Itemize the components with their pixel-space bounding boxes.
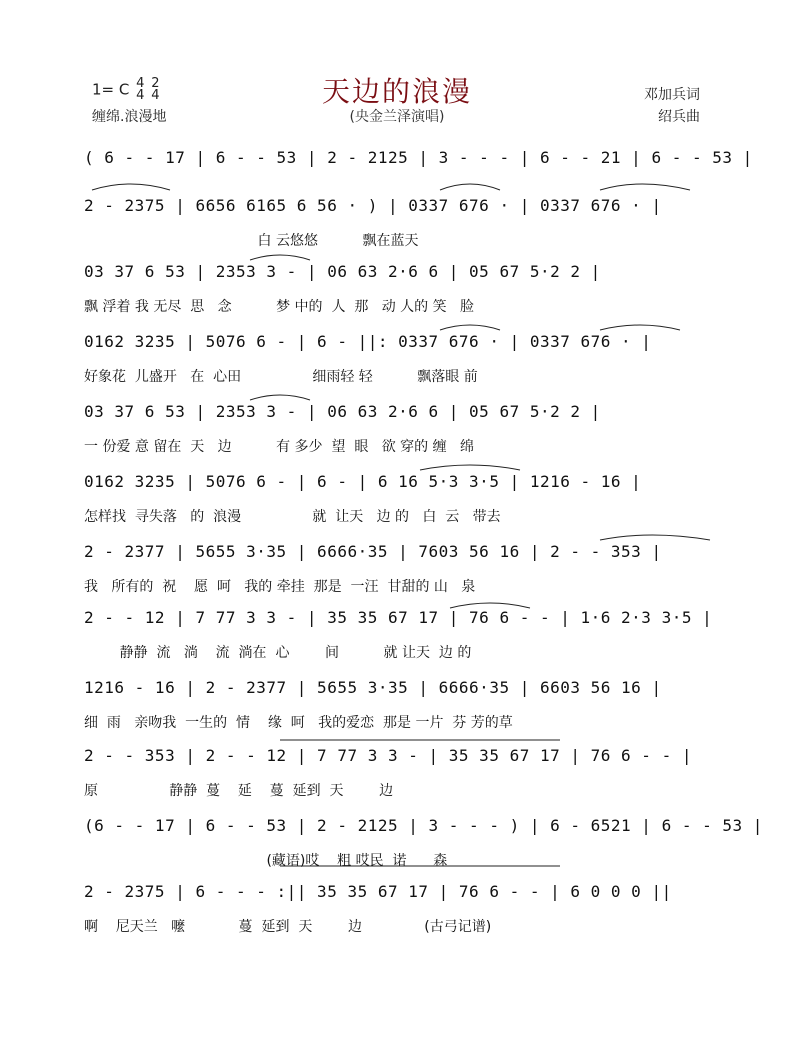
time-signature-1 (136, 78, 144, 102)
song-title: 天边的浪漫 (321, 75, 472, 108)
singer-credit: (央金兰泽演唱) (349, 109, 445, 125)
notation: 03 37 6 53 | 2353 3 - | 06 63 2·6 6 | 05 67 5·2 2 | (84, 262, 601, 281)
lyrics: 好象花 儿盛开 在 心田 细雨轻 轻 飘落眼 前 (84, 369, 478, 385)
lyrics: 怎样找 寻失落 的 浪漫 就 让天 边 的 白 云 带去 (84, 509, 501, 525)
time-sig-1-den: 4 (136, 88, 145, 103)
notation: 2 - 2375 | 6656 6165 6 56 · ) | 0337 676 · | 0337 676 · | (84, 196, 662, 215)
staff-line-9 (0, 678, 794, 748)
lyrics: 一 份爱 意 留在 天 边 有 多少 望 眼 欲 穿的 缠 绵 (84, 439, 474, 455)
lyrics: 啊 尼天兰 嚒 蔓 延到 天 边 (古弓记谱) (84, 919, 492, 935)
staff-line-6 (0, 472, 794, 542)
mood-marking: 缠绵.浪漫地 (92, 109, 167, 125)
notation: 2 - - 12 | 7 77 3 3 - | 35 35 67 17 | 76 6 - - | 1·6 2·3 3·5 | (84, 608, 713, 627)
notation: (6 - - 17 | 6 - - 53 | 2 - 2125 | 3 - - - ) | 6 - 6521 | 6 - - 53 | (84, 816, 763, 835)
time-sig-2-den: 4 (151, 88, 160, 103)
composer-credit: 绍兵曲 (658, 109, 700, 125)
notation: 0162 3235 | 5076 6 - | 6 - ||: 0337 676 · | 0337 676 · | (84, 332, 652, 351)
time-sig-2-num: 2 (151, 76, 160, 91)
staff-line-4 (0, 332, 794, 402)
staff-line-5 (0, 402, 794, 472)
lyrics: (藏语)哎 粗 哎民 诺 森 (84, 853, 448, 869)
lyrics: 白 云悠悠 飘在蓝天 (84, 233, 419, 249)
staff-line-7 (0, 542, 794, 612)
notation: 2 - - 353 | 2 - - 12 | 7 77 3 3 - | 35 35 67 17 | 76 6 - - | (84, 746, 692, 765)
lyricist-credit: 邓加兵词 (644, 87, 700, 103)
notation: 2 - 2375 | 6 - - - :|| 35 35 67 17 | 76 6 - - | 6 0 0 0 || (84, 882, 672, 901)
lyrics: 飘 浮着 我 无尽 思 念 梦 中的 人 那 动 人的 笑 脸 (84, 299, 474, 315)
key-label: 1= C (92, 80, 130, 99)
notation: 03 37 6 53 | 2353 3 - | 06 63 2·6 6 | 05 67 5·2 2 | (84, 402, 601, 421)
notation: 0162 3235 | 5076 6 - | 6 - | 6 16 5·3 3·5 | 1216 - 16 | (84, 472, 642, 491)
lyrics: 我 所有的 祝 愿 呵 我的 牵挂 那是 一汪 甘甜的 山 泉 (84, 579, 476, 595)
lyrics: 原 静静 蔓 延 蔓 延到 天 边 (84, 783, 394, 799)
notation: ( 6 - - 17 | 6 - - 53 | 2 - 2125 | 3 - - - | 6 - - 21 | 6 - - 53 | (84, 148, 753, 167)
staff-line-2 (0, 196, 794, 266)
notation: 1216 - 16 | 2 - 2377 | 5655 3·35 | 6666·35 | 6603 56 16 | (84, 678, 662, 697)
staff-line-12 (0, 882, 794, 952)
staff-line-8 (0, 608, 794, 678)
key-signature (92, 78, 159, 102)
staff-line-10 (0, 746, 794, 816)
lyrics: 静静 流 淌 流 淌在 心 间 就 让天 边 的 (84, 645, 472, 661)
time-sig-1-num: 4 (136, 76, 145, 91)
lyrics: 细 雨 亲吻我 一生的 情 缘 呵 我的爱恋 那是 一片 芬 芳的草 (84, 715, 513, 731)
staff-line-3 (0, 262, 794, 332)
notation: 2 - 2377 | 5655 3·35 | 6666·35 | 7603 56 16 | 2 - - 353 | (84, 542, 662, 561)
time-signature-2 (151, 78, 159, 102)
staff-line-11 (0, 816, 794, 886)
